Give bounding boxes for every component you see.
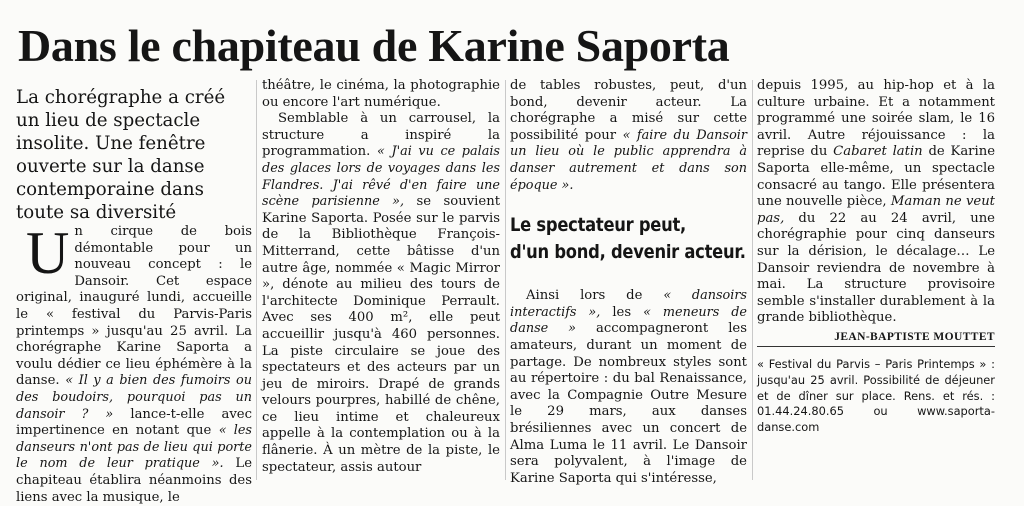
pull-quote-line: Le spectateur peut, (510, 214, 687, 237)
paragraph (16, 220, 252, 506)
paragraph-text: depuis 1995, au hip-hop et à la culture urbaine. Et a notamment programmé une soirée slam, le 16 avril. Autre réjouissance : la reprise du (757, 78, 995, 160)
author-byline: JEAN-BAPTISTE MOUTTET (834, 330, 995, 343)
paragraph: théâtre, le cinéma, la photographie ou encore l'art numérique. (262, 78, 500, 110)
article-standfirst: La chorégraphe a créé un lieu de spectacle insolite. Une fenêtre ouverte sur la danse contemporaine dans toute sa diversité (16, 87, 226, 223)
paragraph-text: Le chapiteau établira néanmoins des liens avec la musique, le (16, 456, 252, 505)
column-divider (505, 80, 506, 480)
paragraph-text: n cirque de bois démontable pour un nouveau concept : le Dansoir. Cet espace original, inauguré lundi, accueille le « festival du Parvis-Paris printemps » jusqu'au 25 avril. La chorégraphe Karine Saporta a voulu dédier ce lieu éphémère à la danse. (16, 224, 252, 389)
quote: « dansoirs interactifs », (510, 288, 747, 320)
practical-info-box: « Festival du Parvis – Paris Printemps » : jusqu'au 25 avril. Possibilité de déjeuner et de dîner sur place. Rens. et rés. : 01.44.24.80.65 ou www.saporta-danse.com (757, 346, 995, 436)
pull-quote-line: d'un bond, devenir acteur. (510, 241, 746, 264)
paragraph-text: les (600, 304, 644, 320)
paragraph (510, 78, 747, 194)
column-4 (757, 78, 995, 346)
paragraph (262, 111, 500, 476)
paragraph (757, 78, 995, 327)
drop-cap: U (26, 220, 70, 286)
article-headline: Dans le chapiteau de Karine Saporta (18, 20, 730, 71)
quote: « Il y a bien des fumoirs ou des boudoirs, pourquoi pas un dansoir ? » (16, 373, 252, 422)
paragraph-text: se souvient Karine Saporta. Posée sur le parvis de la Bibliothèque François-Mitterrand, cette bâtisse d'un autre âge, nommée « Magic Mirror », dénote au milieu des tours de l'architecte Dominique Perrault. Avec ses 400 m², elle peut accueillir jusqu'à 460 personnes. La piste circulaire se joue des spectateurs et des acteurs par un jeu de miroirs. Drapé de grands velours pourpres, habillé de chêne, ce lieu intime et chaleureux appelle à la contemplation ou à la flânerie. À un mètre de la piste, le spectateur, assis autour (262, 194, 500, 475)
paragraph-text: de Karine Saporta elle-même, un spectacle consacré au tango. Elle présentera une nouvelle pièce, (757, 144, 995, 210)
paragraph-text: lance-t-elle avec impertinence en notant que (16, 406, 252, 439)
work-title: Maman ne veut pas, (757, 194, 995, 226)
quote: « les danseurs n'ont pas de lieu qui porte le nom de leur pratique ». (16, 423, 252, 472)
column-3 (510, 78, 747, 487)
paragraph-text: du 22 au 24 avril, une chorégraphie pour cinq danseurs sur la dérision, le décalage… Le Dansoir reviendra de novembre à mai. La structure provisoire semble s'installer durablement à la grande bibliothèque. (757, 210, 995, 326)
paragraph-text: accompagneront les amateurs, durant un moment de partage. De nombreux styles sont au répertoire : du bal Renaissance, avec la Compagnie Outre Mesure le 29 mars, aux danses brésiliennes avec un concert de Alma Luma le 11 avril. Le Dansoir sera polyvalent, à l'image de Karine Saporta qui s'intéresse, (510, 321, 747, 486)
column-divider (752, 80, 753, 480)
paragraph (510, 288, 747, 487)
paragraph-text: de tables robustes, peut, d'un bond, devenir acteur. La chorégraphe a misé sur cette possibilité pour (510, 78, 747, 143)
paragraph-text: Semblable à un carrousel, la structure a inspiré la programmation. (262, 111, 500, 160)
quote: « faire du Dansoir un lieu où le public apprendra à danser autrement et dans son époque ». (510, 127, 747, 193)
column-2 (262, 78, 500, 476)
paragraph-text: Ainsi lors de (526, 288, 664, 304)
quote: « meneurs de danse » (510, 304, 747, 337)
work-title: Cabaret latin (833, 144, 923, 160)
column-divider (256, 80, 257, 480)
column-1 (16, 86, 252, 506)
quote: « J'ai vu ce palais des glaces lors de voyages dans les Flandres. J'ai rêvé d'en faire une scène parisienne », (262, 144, 501, 210)
pull-quote (510, 212, 746, 266)
